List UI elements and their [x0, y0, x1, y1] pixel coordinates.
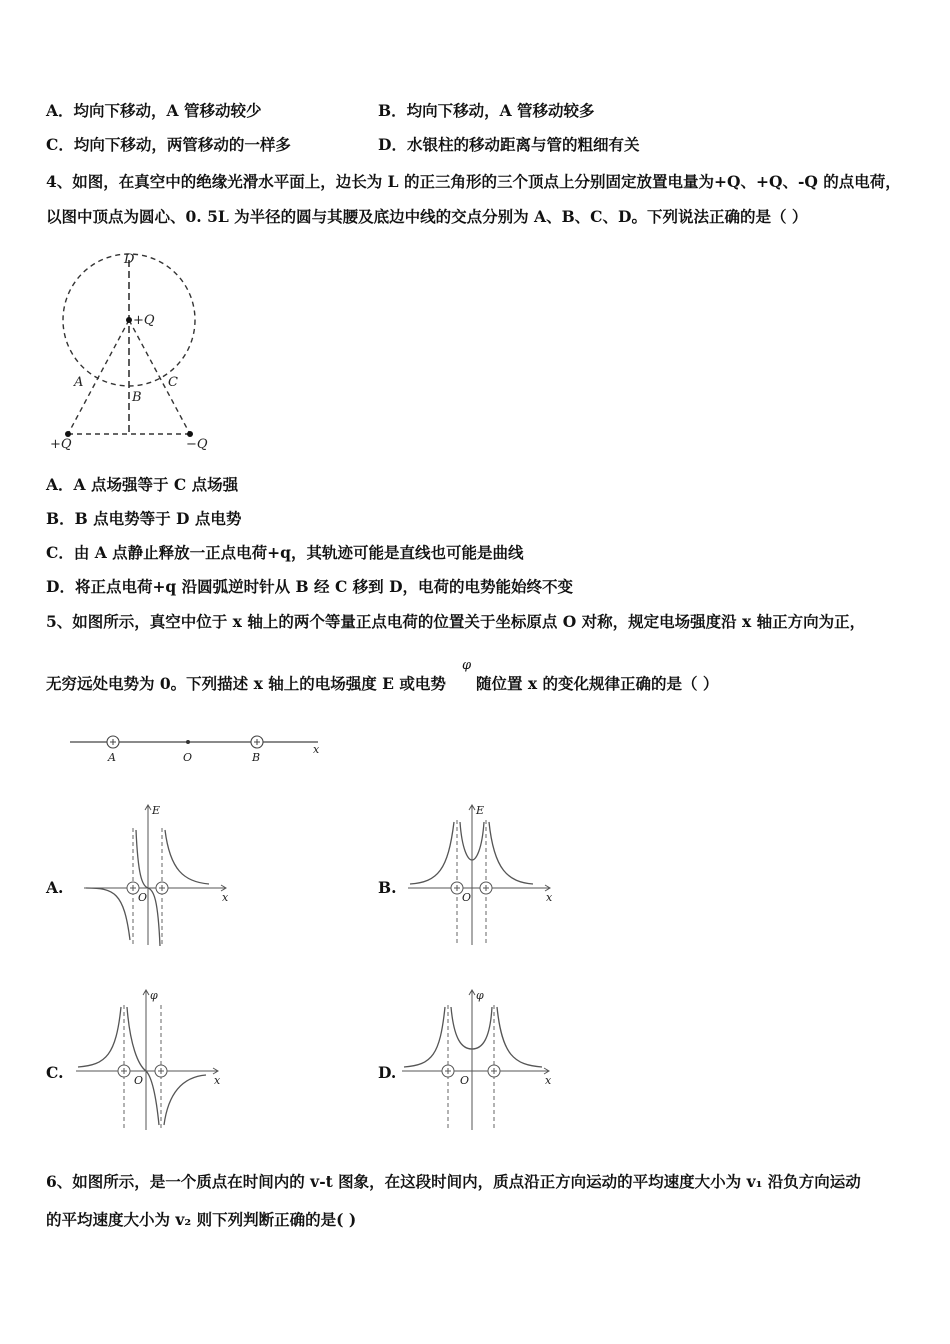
- axis-label-b: B: [252, 751, 261, 764]
- x-label: x: [222, 891, 229, 904]
- charge-top-dot: [126, 317, 132, 323]
- axis-phi-label: φ: [150, 989, 158, 1002]
- axis-label-x: x: [313, 743, 320, 756]
- q5-choice-d-graph: [402, 985, 557, 1135]
- label-top-charge: +Q: [133, 313, 155, 328]
- q5-stem-line2a: 无穷远处电势为 0。下列描述 x 轴上的电场强度 E 或电势: [46, 674, 446, 693]
- q4-option-a: A．A 点场强等于 C 点场强: [46, 475, 239, 494]
- label-b: B: [132, 390, 142, 405]
- q4-triangle-figure: [46, 248, 226, 453]
- q3-option-c: C．均向下移动，两管移动的一样多: [46, 135, 291, 154]
- q6-stem-line1: 6、如图所示，是一个质点在时间内的 v-t 图象，在这段时间内，质点沿正方向运动的平均速度大小为 v₁ 沿负方向运动: [46, 1172, 861, 1191]
- q5-choice-c-graph: [76, 985, 226, 1135]
- q3-option-b: B．均向下移动，A 管移动较多: [378, 101, 595, 120]
- label-a: A: [74, 375, 84, 390]
- q5-axis-figure: [70, 730, 330, 766]
- axis-e-label: E: [152, 804, 161, 817]
- origin-label: O: [138, 891, 148, 904]
- q3-option-d: D．水银柱的移动距离与管的粗细有关: [378, 135, 640, 154]
- label-d: D: [124, 252, 135, 267]
- x-label: x: [546, 891, 553, 904]
- q5-stem-line1: 5、如图所示，真空中位于 x 轴上的两个等量正点电荷的位置关于坐标原点 O 对称，规定电场强度沿 x 轴正方向为正，: [46, 612, 866, 631]
- label-right-charge: −Q: [186, 437, 208, 452]
- origin-label: O: [462, 891, 472, 904]
- q5-choice-b-graph: [408, 800, 558, 950]
- q5-choice-a-graph: [84, 800, 234, 950]
- label-c: C: [168, 375, 178, 390]
- q5-choice-d-label: D.: [378, 1063, 397, 1082]
- q5-stem-line2b: 随位置 x 的变化规律正确的是（ ）: [476, 674, 719, 693]
- q4-stem-line2: 以图中顶点为圆心、0. 5L 为半径的圆与其腰及底边中线的交点分别为 A、B、C、D。下列说法正确的是（ ）: [46, 207, 808, 226]
- origin-dot: [186, 740, 190, 744]
- axis-e-label: E: [476, 804, 485, 817]
- q3-option-a: A．均向下移动，A 管移动较少: [46, 101, 262, 120]
- q5-choice-b-label: B.: [378, 878, 397, 897]
- q4-stem-line1: 4、如图，在真空中的绝缘光滑水平面上，边长为 L 的正三角形的三个顶点上分别固定放置电量为+Q、+Q、-Q 的点电荷，: [46, 172, 901, 191]
- label-left-charge: +Q: [50, 437, 72, 452]
- x-label: x: [214, 1074, 221, 1087]
- q4-option-d: D．将正点电荷+q 沿圆弧逆时针从 B 经 C 移到 D，电荷的电势能始终不变: [46, 577, 574, 596]
- origin-label: O: [134, 1074, 144, 1087]
- axis-phi-label: φ: [476, 989, 484, 1002]
- origin-label: O: [460, 1074, 470, 1087]
- axis-label-o: O: [183, 751, 193, 764]
- q5-choice-c-label: C.: [46, 1063, 64, 1082]
- q4-option-b: B．B 点电势等于 D 点电势: [46, 509, 242, 528]
- q5-choice-a-label: A.: [46, 878, 64, 897]
- q4-option-c: C．由 A 点静止释放一正点电荷+q，其轨迹可能是直线也可能是曲线: [46, 543, 524, 562]
- q6-stem-line2: 的平均速度大小为 v₂ 则下列判断正确的是( ): [46, 1210, 357, 1229]
- x-label: x: [545, 1074, 552, 1087]
- q5-phi-symbol: φ: [462, 658, 472, 673]
- axis-label-a: A: [108, 751, 116, 764]
